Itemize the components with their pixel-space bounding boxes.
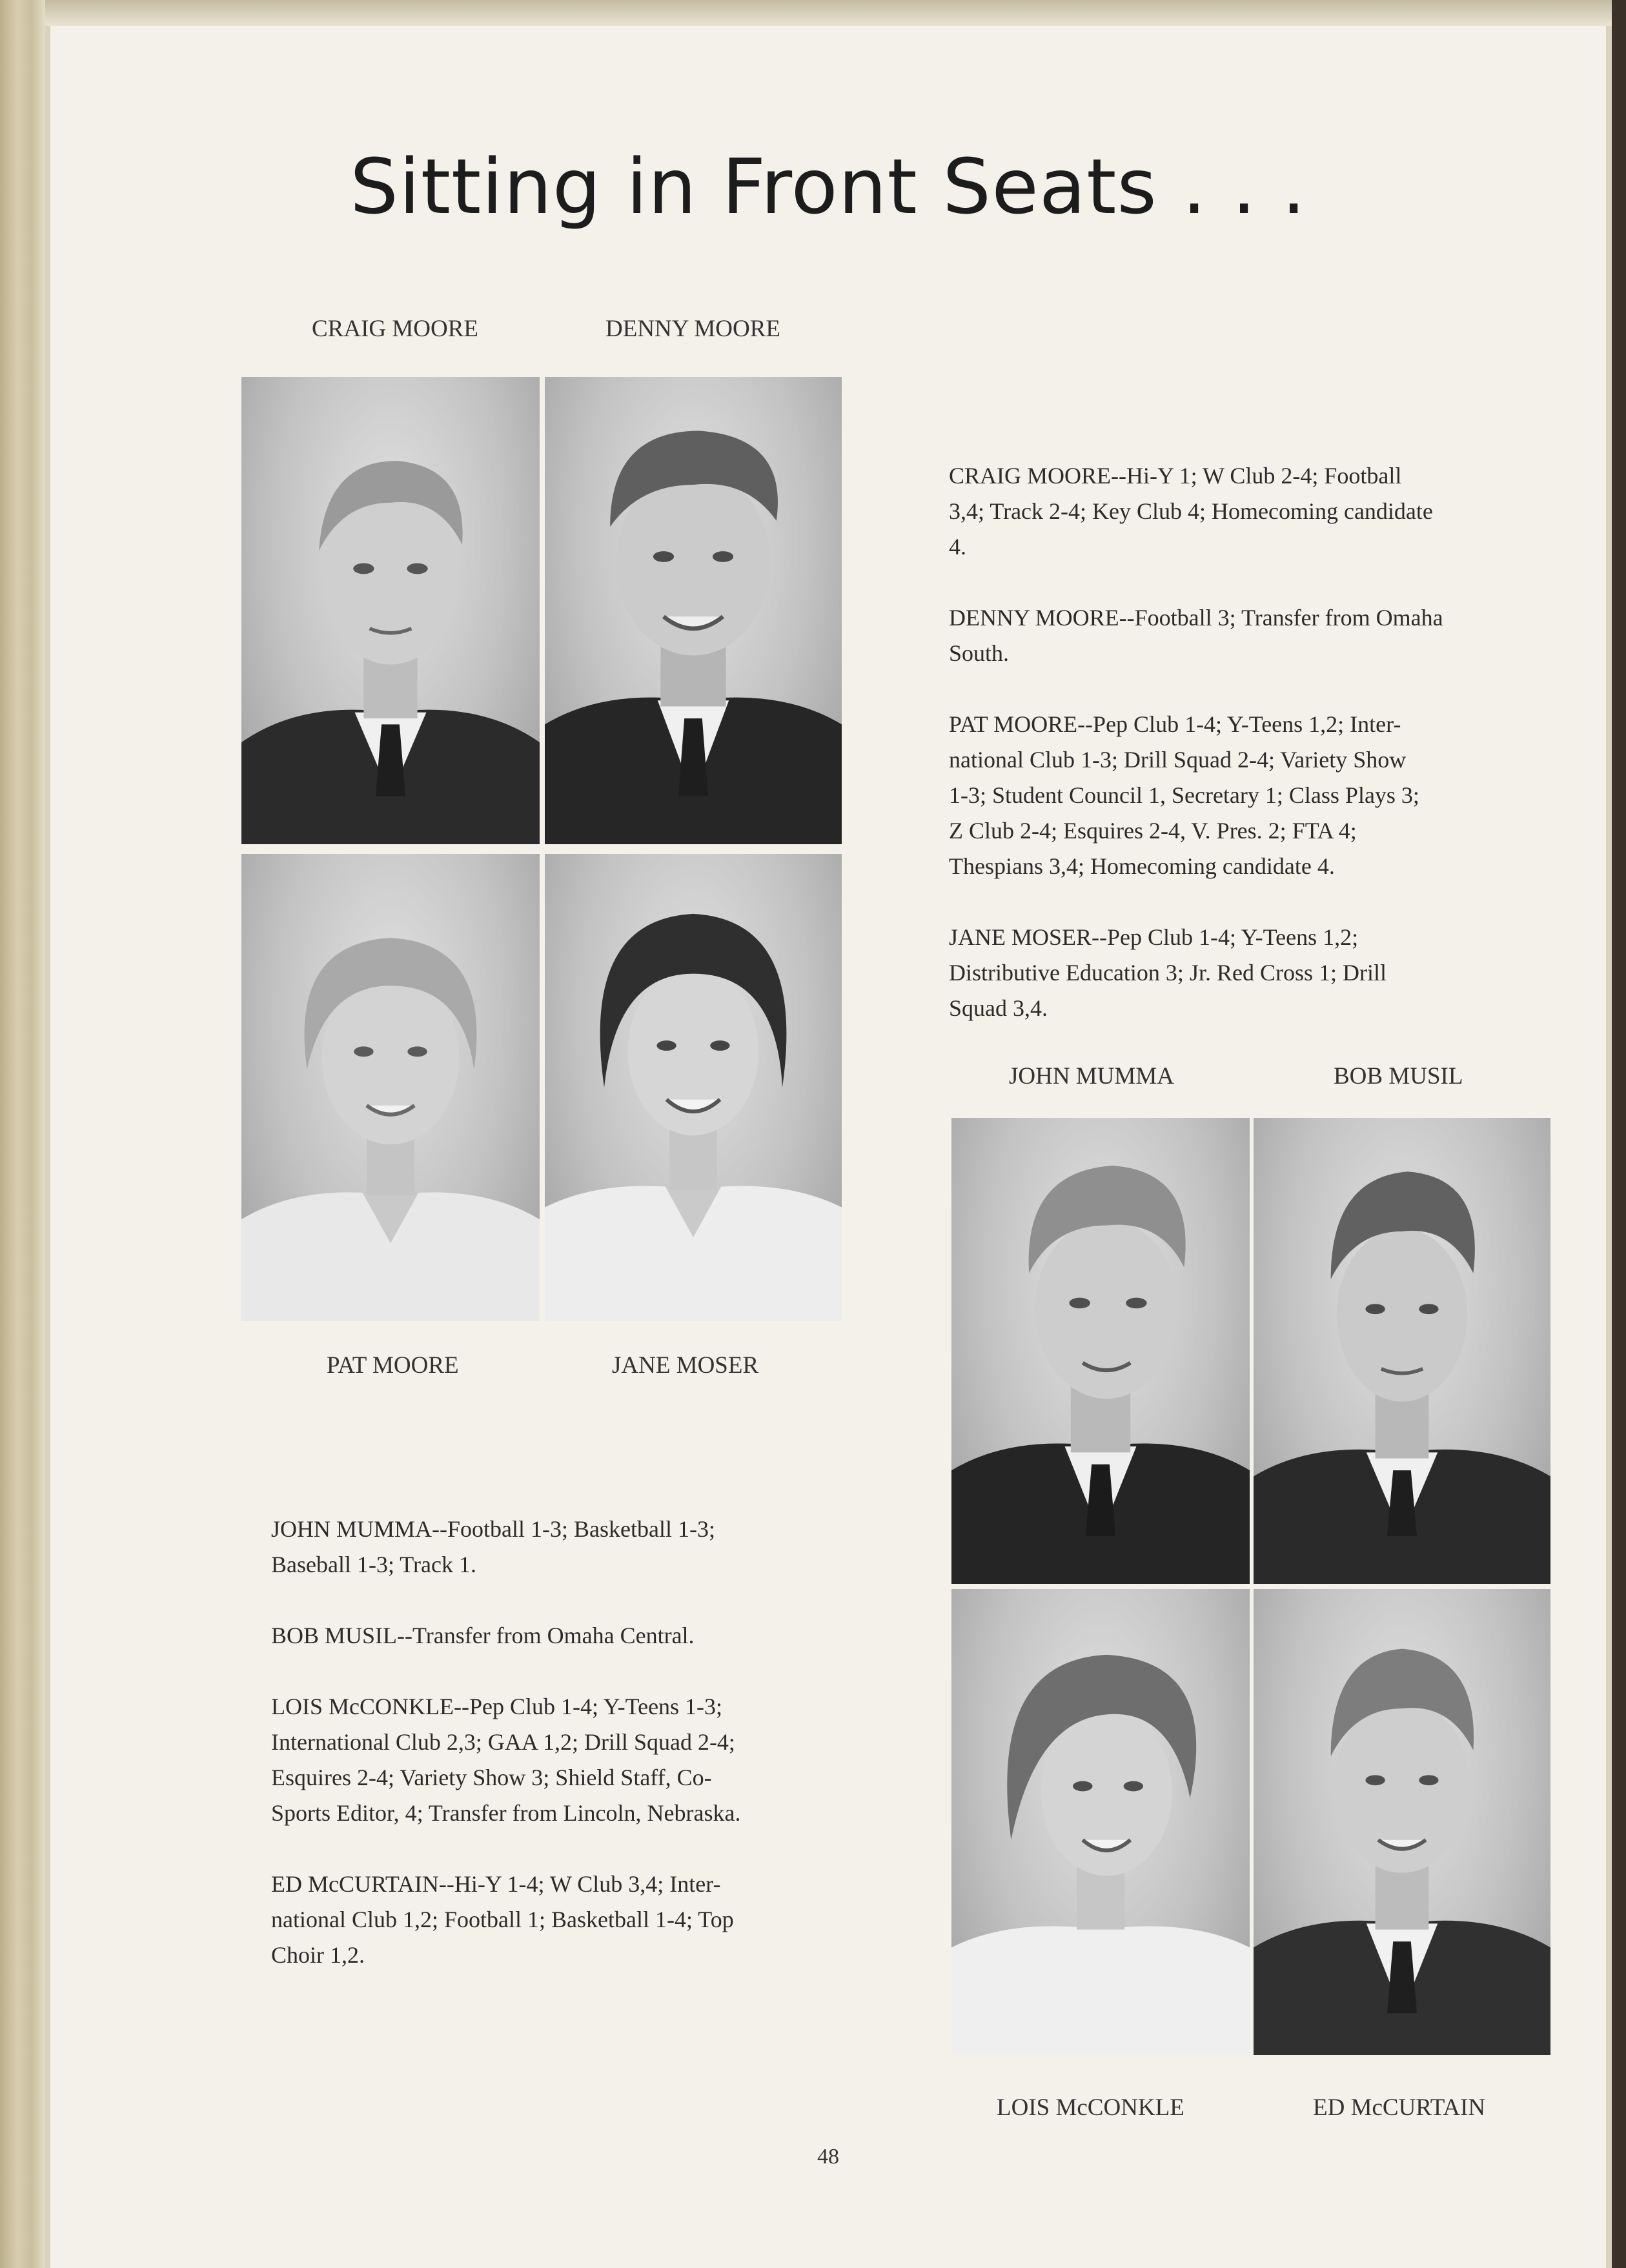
book-binding <box>0 0 45 2268</box>
caption-john-mumma: JOHN MUMMA <box>1009 1063 1174 1089</box>
portrait-bob-musil <box>1254 1118 1550 1584</box>
bio-craig-moore: CRAIG MOORE--Hi-Y 1; W Club 2-4; Football 3,4; Track 2-4; Key Club 4; Homecoming candidate 4. <box>949 463 1433 560</box>
caption-denny-moore: DENNY MOORE <box>605 316 780 342</box>
page-top-edge <box>45 0 1626 26</box>
portrait-pat-moore <box>241 854 540 1321</box>
page-number: 48 <box>817 2145 839 2169</box>
bios-bottom <box>271 1512 740 1973</box>
caption-lois-mcconkle: LOIS McCONKLE <box>997 2094 1184 2121</box>
bio-denny-moore: DENNY MOORE--Football 3; Transfer from Omaha South. <box>949 605 1443 666</box>
page-right-edge <box>1612 0 1626 2268</box>
bio-jane-moser: JANE MOSER--Pep Club 1-4; Y-Teens 1,2; Distributive Education 3; Jr. Red Cross 1; Drill Squad 3,4. <box>949 924 1387 1021</box>
portrait-lois-mcconkle <box>951 1589 1250 2055</box>
portrait-denny-moore <box>545 377 842 844</box>
yearbook-page <box>50 26 1606 2268</box>
caption-pat-moore: PAT MOORE <box>327 1352 459 1379</box>
bio-bob-musil: BOB MUSIL--Transfer from Omaha Central. <box>271 1623 695 1648</box>
portrait-ed-mccurtain <box>1254 1589 1550 2055</box>
bios-top <box>949 458 1443 1026</box>
portrait-craig-moore <box>241 377 540 844</box>
bio-lois-mcconkle: LOIS McCONKLE--Pep Club 1-4; Y-Teens 1-3; International Club 2,3; GAA 1,2; Drill Squad 2-4; Esquires 2-4; Variety Show 3; Shield Staff, Co- Sports Editor, 4; Transfer from Lincoln, Nebraska. <box>271 1694 741 1826</box>
bio-pat-moore: PAT MOORE--Pep Club 1-4; Y-Teens 1,2; Inter- national Club 1-3; Drill Squad 2-4; Variety Show 1-3; Student Council 1, Secretary 1; Class Plays 3; Z Club 2-4; Esquires 2-4, V. Pres. 2; FTA 4; Thespians 3,4; Homecoming candidate 4. <box>949 711 1419 879</box>
bio-ed-mccurtain: ED McCURTAIN--Hi-Y 1-4; W Club 3,4; Inter- national Club 1,2; Football 1; Basketball 1-4; Top Choir 1,2. <box>271 1871 734 1968</box>
bio-john-mumma: JOHN MUMMA--Football 1-3; Basketball 1-3; Baseball 1-3; Track 1. <box>271 1516 715 1577</box>
portrait-jane-moser <box>545 854 842 1321</box>
caption-bob-musil: BOB MUSIL <box>1334 1063 1463 1089</box>
caption-craig-moore: CRAIG MOORE <box>312 316 478 342</box>
caption-ed-mccurtain: ED McCURTAIN <box>1313 2094 1486 2121</box>
portrait-john-mumma <box>951 1118 1250 1584</box>
caption-jane-moser: JANE MOSER <box>612 1352 759 1379</box>
page-title: Sitting in Front Seats . . . <box>350 142 1306 231</box>
